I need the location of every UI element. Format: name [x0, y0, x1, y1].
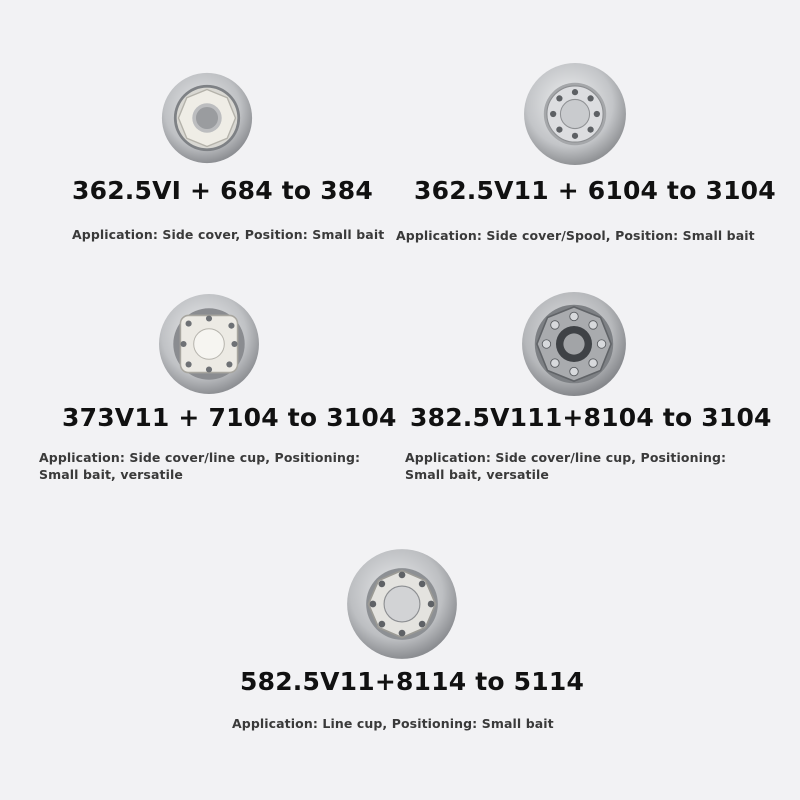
bearing-image: [521, 291, 627, 397]
bearing-title: 382.5V111+8104 to 3104: [410, 403, 772, 432]
bearing-image: [523, 62, 627, 166]
bearing-title: 362.5VI + 684 to 384: [72, 176, 373, 205]
bearing-title: 362.5V11 + 6104 to 3104: [414, 176, 776, 205]
bearing-application: Application: Side cover/line cup, Positioning: Small bait, versatile: [405, 450, 727, 482]
bearing-application: Application: Line cup, Positioning: Small bait: [232, 716, 554, 731]
bearing-application: Application: Side cover/Spool, Position: Small bait: [396, 228, 755, 243]
bearing-image: [346, 548, 458, 660]
bearing-application: Application: Side cover, Position: Small bait: [72, 227, 385, 242]
bearing-image: [161, 72, 253, 164]
bearing-title: 582.5V11+8114 to 5114: [240, 667, 585, 696]
bearing-title: 373V11 + 7104 to 3104: [62, 403, 397, 432]
bearing-image: [158, 293, 260, 395]
bearing-application: Application: Side cover/line cup, Positioning: Small bait, versatile: [39, 450, 361, 482]
